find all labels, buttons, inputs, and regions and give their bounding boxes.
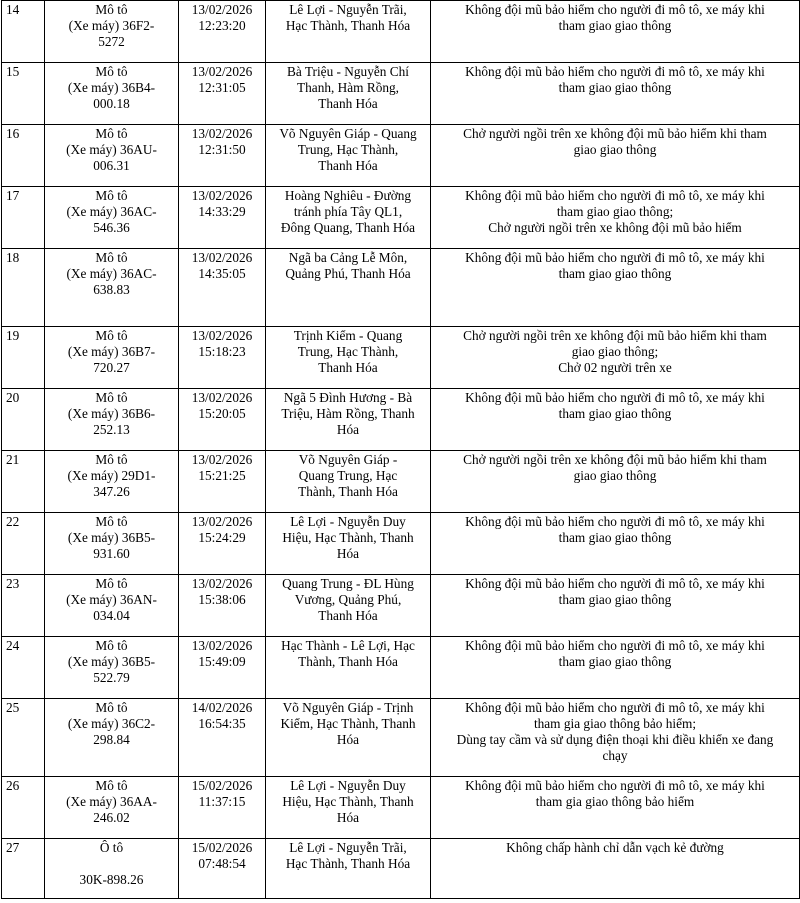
violation-time: 15:18:23 (198, 344, 246, 359)
violation-time: 15:38:06 (198, 592, 246, 607)
violation-line: Không đội mũ bảo hiểm cho người đi mô tô, xe máy khi (465, 700, 765, 715)
vehicle-line: 006.31 (93, 158, 130, 173)
vehicle-line: 298.84 (93, 732, 130, 747)
datetime-cell (179, 513, 266, 575)
location-cell (266, 513, 431, 575)
violation-line: Không chấp hành chỉ dẫn vạch kẻ đường (506, 840, 724, 855)
vehicle-line: 034.04 (93, 608, 130, 623)
violation-cell (431, 187, 800, 249)
vehicle-line: (Xe máy) 36AU- (66, 142, 157, 157)
violation-line: Dùng tay cầm và sử dụng điện thoại khi điều khiển xe đang (456, 732, 774, 747)
violations-table (1, 0, 800, 899)
vehicle-line: (Xe máy) 36AN- (66, 592, 157, 607)
row-number: 17 (6, 188, 20, 203)
vehicle-line: (Xe máy) 36C2- (67, 716, 156, 731)
vehicle-line: Mô tô (95, 2, 128, 17)
location-line: Trung, Hạc Thành, (297, 142, 399, 157)
vehicle-line: 347.26 (93, 484, 130, 499)
violation-time: 16:54:35 (198, 716, 246, 731)
location-line: Triệu, Hàm Rồng, Thanh (281, 406, 415, 421)
violation-cell (431, 777, 800, 839)
violation-time: 11:37:15 (198, 794, 246, 809)
violation-date: 13/02/2026 (191, 250, 253, 265)
vehicle-line: (Xe máy) 36B5- (67, 530, 156, 545)
violation-line: tham giao giao thông (558, 530, 672, 545)
location-line: Quang Trung - ĐL Hùng (282, 576, 414, 591)
location-line: Trịnh Kiểm - Quang (293, 328, 403, 343)
location-line: Vương, Quảng Phú, (294, 592, 402, 607)
datetime-cell (179, 1, 266, 63)
vehicle-line: 638.83 (93, 282, 130, 297)
row-number-cell (2, 699, 45, 777)
vehicle-cell (45, 777, 179, 839)
location-line: Thành, Thanh Hóa (298, 484, 398, 499)
row-number: 14 (6, 2, 20, 17)
location-line: Hóa (336, 810, 360, 825)
violation-line: Chở người ngồi trên xe không đội mũ bảo hiểm khi tham (463, 452, 767, 467)
row-number: 26 (6, 778, 20, 793)
vehicle-line: (Xe máy) 36AC- (66, 266, 157, 281)
location-line: Quang Trung, Hạc (298, 468, 398, 483)
violation-line: tham giao giao thông (558, 406, 672, 421)
location-line: Lê Lợi - Nguyễn Trãi, (289, 840, 407, 855)
datetime-cell (179, 249, 266, 327)
datetime-cell (179, 777, 266, 839)
vehicle-cell (45, 513, 179, 575)
datetime-cell (179, 63, 266, 125)
violation-date: 13/02/2026 (191, 390, 253, 405)
datetime-cell (179, 839, 266, 899)
violation-line: giao giao thông; (571, 344, 659, 359)
vehicle-cell (45, 187, 179, 249)
location-cell (266, 839, 431, 899)
vehicle-cell (45, 637, 179, 699)
vehicle-line: Mô tô (95, 250, 128, 265)
row-number-cell (2, 187, 45, 249)
table-row (2, 63, 800, 125)
vehicle-cell (45, 839, 179, 899)
violation-line: chạy (602, 748, 628, 763)
vehicle-line: 546.36 (93, 220, 130, 235)
vehicle-line: Mô tô (95, 188, 128, 203)
location-line: Lê Lợi - Nguyễn Duy (290, 778, 406, 793)
violation-line: Không đội mũ bảo hiểm cho người đi mô tô, xe máy khi (465, 778, 765, 793)
vehicle-line: 522.79 (93, 670, 130, 685)
vehicle-cell (45, 1, 179, 63)
datetime-cell (179, 187, 266, 249)
violation-cell (431, 451, 800, 513)
table-row (2, 777, 800, 839)
row-number-cell (2, 513, 45, 575)
table-row (2, 637, 800, 699)
row-number: 16 (6, 126, 20, 141)
location-line: Hiệu, Hạc Thành, Thanh (282, 794, 414, 809)
location-line: Hóa (336, 732, 360, 747)
violation-line: Không đội mũ bảo hiểm cho người đi mô tô, xe máy khi (465, 188, 765, 203)
vehicle-line: 000.18 (93, 96, 130, 111)
violation-date: 13/02/2026 (191, 126, 253, 141)
row-number: 20 (6, 390, 20, 405)
location-line: Đông Quang, Thanh Hóa (280, 220, 416, 235)
violation-line: Chở người ngồi trên xe không đội mũ bảo hiểm khi tham (463, 126, 767, 141)
violation-cell (431, 63, 800, 125)
location-cell (266, 249, 431, 327)
violation-date: 13/02/2026 (191, 328, 253, 343)
violation-time: 12:31:50 (198, 142, 246, 157)
location-line: Hoàng Nghiêu - Đường (284, 188, 412, 203)
table-row (2, 839, 800, 899)
violation-cell (431, 249, 800, 327)
table-row (2, 187, 800, 249)
row-number-cell (2, 575, 45, 637)
row-number: 25 (6, 700, 20, 715)
vehicle-line: (Xe máy) 29D1- (67, 468, 156, 483)
violation-line: giao giao thông (573, 142, 657, 157)
vehicle-line: Mô tô (95, 638, 128, 653)
violation-line: giao giao thông (573, 468, 657, 483)
violation-line: tham giao giao thông (558, 654, 672, 669)
row-number: 21 (6, 452, 20, 467)
row-number: 23 (6, 576, 20, 591)
table-row (2, 513, 800, 575)
violation-line: tham giao giao thông; (556, 204, 674, 219)
violation-cell (431, 699, 800, 777)
violation-line: tham giao giao thông (558, 266, 672, 281)
row-number-cell (2, 839, 45, 899)
table-row (2, 125, 800, 187)
location-line: Hạc Thành, Thanh Hóa (285, 18, 411, 33)
violation-line: tham giao giao thông (558, 80, 672, 95)
vehicle-line: 252.13 (93, 422, 130, 437)
location-cell (266, 699, 431, 777)
violation-line: tham gia giao thông bảo hiểm (535, 794, 695, 809)
location-cell (266, 1, 431, 63)
row-number-cell (2, 451, 45, 513)
violation-line: Chở người ngồi trên xe không đội mũ bảo hiểm (488, 220, 742, 235)
vehicle-line: Mô tô (95, 390, 128, 405)
location-line: Thanh Hóa (318, 608, 378, 623)
table-row (2, 389, 800, 451)
violation-cell (431, 513, 800, 575)
violation-line: tham giao giao thông (558, 18, 672, 33)
vehicle-line: Mô tô (95, 576, 128, 591)
location-cell (266, 125, 431, 187)
violation-line: Không đội mũ bảo hiểm cho người đi mô tô, xe máy khi (465, 514, 765, 529)
table-row (2, 1, 800, 63)
location-cell (266, 451, 431, 513)
datetime-cell (179, 125, 266, 187)
vehicle-line: (Xe máy) 36B6- (67, 406, 156, 421)
location-line: Trung, Hạc Thành, (297, 344, 399, 359)
table-row (2, 699, 800, 777)
violation-cell (431, 575, 800, 637)
datetime-cell (179, 637, 266, 699)
row-number-cell (2, 327, 45, 389)
location-line: Thanh, Hàm Rồng, (297, 80, 399, 95)
violation-date: 13/02/2026 (191, 2, 253, 17)
row-number: 27 (6, 840, 20, 855)
row-number-cell (2, 249, 45, 327)
datetime-cell (179, 389, 266, 451)
violation-time: 14:33:29 (198, 204, 246, 219)
location-line: Lê Lợi - Nguyễn Trãi, (289, 2, 407, 17)
location-line: Võ Nguyên Giáp - (298, 452, 398, 467)
row-number-cell (2, 63, 45, 125)
row-number-cell (2, 777, 45, 839)
vehicle-cell (45, 63, 179, 125)
vehicle-line: 5272 (98, 34, 125, 49)
row-number: 22 (6, 514, 20, 529)
row-number-cell (2, 637, 45, 699)
violation-cell (431, 839, 800, 899)
violation-time: 15:21:25 (198, 468, 246, 483)
violation-date: 13/02/2026 (191, 64, 253, 79)
location-line: Quảng Phú, Thanh Hóa (285, 266, 411, 281)
location-line: Kiểm, Hạc Thành, Thanh (280, 716, 416, 731)
row-number: 24 (6, 638, 20, 653)
violation-cell (431, 1, 800, 63)
violation-cell (431, 637, 800, 699)
location-cell (266, 575, 431, 637)
violation-time: 14:35:05 (198, 266, 246, 281)
location-line: Hạc Thành - Lê Lợi, Hạc (281, 638, 415, 653)
violation-time: 15:49:09 (198, 654, 246, 669)
table-row (2, 575, 800, 637)
violation-cell (431, 327, 800, 389)
violation-date: 13/02/2026 (191, 514, 253, 529)
location-cell (266, 637, 431, 699)
location-line: Hiệu, Hạc Thành, Thanh (282, 530, 414, 545)
location-cell (266, 187, 431, 249)
violation-line: Không đội mũ bảo hiểm cho người đi mô tô, xe máy khi (465, 576, 765, 591)
vehicle-line: Mô tô (95, 452, 128, 467)
row-number: 18 (6, 250, 20, 265)
location-line: Võ Nguyên Giáp - Quang (279, 126, 417, 141)
vehicle-cell (45, 327, 179, 389)
location-line: Thanh Hóa (318, 360, 378, 375)
violation-line: Không đội mũ bảo hiểm cho người đi mô tô, xe máy khi (465, 638, 765, 653)
violation-time: 12:23:20 (198, 18, 246, 33)
location-cell (266, 327, 431, 389)
datetime-cell (179, 575, 266, 637)
violation-line: Không đội mũ bảo hiểm cho người đi mô tô, xe máy khi (465, 390, 765, 405)
violation-line: Không đội mũ bảo hiểm cho người đi mô tô, xe máy khi (465, 2, 765, 17)
violation-date: 13/02/2026 (191, 188, 253, 203)
violation-cell (431, 389, 800, 451)
vehicle-line: Mô tô (95, 700, 128, 715)
location-line: Bà Triệu - Nguyễn Chí (287, 64, 409, 79)
vehicle-line: Mô tô (95, 514, 128, 529)
row-number-cell (2, 1, 45, 63)
row-number: 15 (6, 64, 20, 79)
violation-cell (431, 125, 800, 187)
vehicle-line: 720.27 (93, 360, 130, 375)
table-row (2, 327, 800, 389)
vehicle-cell (45, 575, 179, 637)
table-row (2, 249, 800, 327)
vehicle-line (49, 856, 174, 872)
vehicle-line: (Xe máy) 36AA- (66, 794, 157, 809)
vehicle-cell (45, 699, 179, 777)
row-number: 19 (6, 328, 20, 343)
vehicle-line: 931.60 (93, 546, 130, 561)
location-line: Thành, Thanh Hóa (298, 654, 398, 669)
violation-date: 15/02/2026 (191, 778, 253, 793)
violation-line: tham gia giao thông bảo hiểm; (533, 716, 697, 731)
violation-date: 13/02/2026 (191, 638, 253, 653)
violation-line: Không đội mũ bảo hiểm cho người đi mô tô, xe máy khi (465, 250, 765, 265)
vehicle-line: Mô tô (95, 328, 128, 343)
location-line: Thanh Hóa (318, 158, 378, 173)
violation-time: 15:20:05 (198, 406, 246, 421)
location-cell (266, 389, 431, 451)
location-line: Hóa (336, 546, 360, 561)
violation-time: 07:48:54 (198, 856, 246, 871)
vehicle-line: (Xe máy) 36B7- (67, 344, 156, 359)
vehicle-line: (Xe máy) 36B4- (67, 80, 156, 95)
row-number-cell (2, 125, 45, 187)
vehicle-line: (Xe máy) 36B5- (67, 654, 156, 669)
location-line: Ngã 5 Đình Hương - Bà (283, 390, 413, 405)
vehicle-line: Mô tô (95, 126, 128, 141)
vehicle-line: (Xe máy) 36AC- (66, 204, 157, 219)
vehicle-line: 30K-898.26 (79, 872, 144, 887)
location-line: Hạc Thành, Thanh Hóa (285, 856, 411, 871)
location-line: Hóa (336, 422, 360, 437)
datetime-cell (179, 699, 266, 777)
vehicle-cell (45, 389, 179, 451)
vehicle-cell (45, 451, 179, 513)
location-cell (266, 63, 431, 125)
vehicle-line: Mô tô (95, 778, 128, 793)
vehicle-cell (45, 125, 179, 187)
violation-date: 13/02/2026 (191, 452, 253, 467)
datetime-cell (179, 327, 266, 389)
table-row (2, 451, 800, 513)
violation-time: 12:31:05 (198, 80, 246, 95)
violation-line: Không đội mũ bảo hiểm cho người đi mô tô, xe máy khi (465, 64, 765, 79)
location-cell (266, 777, 431, 839)
row-number-cell (2, 389, 45, 451)
location-line: Lê Lợi - Nguyễn Duy (290, 514, 406, 529)
violation-line: tham giao giao thông (558, 592, 672, 607)
datetime-cell (179, 451, 266, 513)
violation-time: 15:24:29 (198, 530, 246, 545)
vehicle-line: Ô tô (99, 840, 124, 855)
violation-line: Chở 02 người trên xe (558, 360, 672, 375)
location-line: tránh phía Tây QL1, (293, 204, 403, 219)
vehicle-line: (Xe máy) 36F2- (68, 18, 155, 33)
vehicle-line: Mô tô (95, 64, 128, 79)
vehicle-line: 246.02 (93, 810, 130, 825)
violation-date: 15/02/2026 (191, 840, 253, 855)
violation-line: Chở người ngồi trên xe không đội mũ bảo hiểm khi tham (463, 328, 767, 343)
location-line: Ngã ba Cảng Lễ Môn, (288, 250, 408, 265)
location-line: Võ Nguyên Giáp - Trịnh (282, 700, 414, 715)
violation-date: 13/02/2026 (191, 576, 253, 591)
location-line: Thanh Hóa (318, 96, 378, 111)
violations-table-body (2, 1, 800, 899)
violation-date: 14/02/2026 (191, 700, 253, 715)
vehicle-cell (45, 249, 179, 327)
